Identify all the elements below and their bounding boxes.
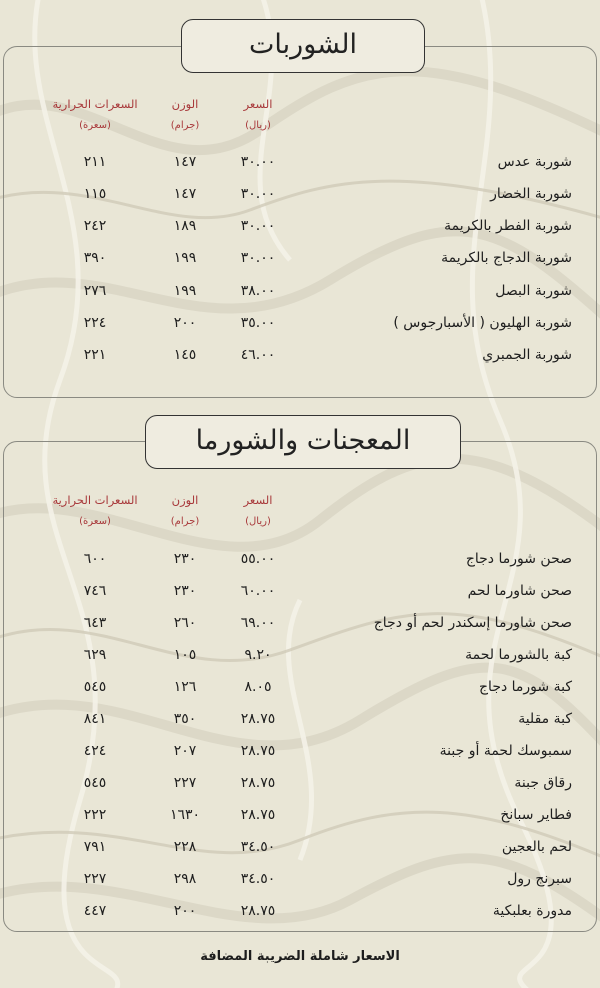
item-price: ٨.٠٥ [244, 679, 272, 695]
soups-section-title: الشوربات [181, 19, 425, 73]
menu-item-row [0, 182, 600, 206]
item-name: كبة شورما دجاج [479, 679, 572, 695]
menu-item-row [0, 343, 600, 367]
weight-header-unit: (جرام) [170, 516, 200, 527]
tax-note-footer: الاسعار شاملة الضريبة المضافة [200, 949, 400, 964]
item-calories: ٢٢٤ [83, 315, 107, 331]
menu-item-row [0, 611, 600, 635]
item-name: شوربة البصل [495, 283, 572, 299]
item-price: ٣٠.٠٠ [240, 154, 276, 170]
item-weight: ٢٢٨ [173, 839, 197, 855]
menu-item-row [0, 311, 600, 335]
item-weight: ١٨٩ [173, 218, 197, 234]
item-name: لحم بالعجين [501, 839, 572, 855]
item-weight: ٢٦٠ [173, 615, 197, 631]
item-name: سبرنج رول [507, 871, 572, 887]
weight-header-label: الوزن [171, 493, 199, 507]
item-weight: ٢٠٠ [173, 315, 197, 331]
item-name: شوربة الخضار [490, 186, 572, 202]
calories-header-label: السعرات الحرارية [52, 97, 138, 111]
item-name: شوربة عدس [497, 154, 572, 170]
item-weight: ١٦٣٠ [169, 807, 201, 823]
item-calories: ٢٢١ [83, 347, 107, 363]
item-price: ٦٩.٠٠ [240, 615, 276, 631]
weight-column-header [145, 489, 225, 533]
item-price: ٥٥.٠٠ [240, 551, 276, 567]
item-calories: ٦٢٩ [83, 647, 107, 663]
item-weight: ٢٠٠ [173, 903, 197, 919]
item-name: صحن شاورما إسكندر لحم أو دجاج [373, 615, 572, 631]
item-price: ٢٨.٧٥ [240, 807, 276, 823]
item-price: ٢٨.٧٥ [240, 711, 276, 727]
price-header-label: السعر [243, 97, 273, 111]
item-price: ٣٤.٥٠ [240, 839, 276, 855]
item-calories: ٧٤٦ [83, 583, 107, 599]
calories-column-header [35, 489, 155, 533]
item-weight: ٢٠٧ [173, 743, 197, 759]
price-header-label: السعر [243, 493, 273, 507]
item-name: شوربة الهليون ( الأسبارجوس ) [393, 315, 572, 331]
calories-header-label: السعرات الحرارية [52, 493, 138, 507]
item-weight: ٢٣٠ [173, 583, 197, 599]
item-name: صحن شورما دجاج [465, 551, 572, 567]
item-calories: ١١٥ [83, 186, 107, 202]
item-calories: ٣٩٠ [83, 250, 107, 266]
item-calories: ٤٢٤ [83, 743, 107, 759]
item-price: ٢٨.٧٥ [240, 775, 276, 791]
item-name: صحن شاورما لحم [467, 583, 572, 599]
item-price: ٣٨.٠٠ [240, 283, 276, 299]
menu-item-row [0, 214, 600, 238]
menu-item-row [0, 246, 600, 270]
item-calories: ٦٤٣ [83, 615, 107, 631]
item-name: شوربة الفطر بالكريمة [444, 218, 572, 234]
menu-item-row [0, 547, 600, 571]
item-calories: ٢٧٦ [83, 283, 107, 299]
weight-column-header [145, 93, 225, 137]
item-weight: ١٤٥ [173, 347, 197, 363]
price-column-header [213, 489, 303, 533]
item-name: رقاق جبنة [514, 775, 572, 791]
item-weight: ١٩٩ [173, 283, 197, 299]
menu-item-row [0, 771, 600, 795]
item-weight: ١٤٧ [173, 154, 197, 170]
menu-item-row [0, 835, 600, 859]
item-price: ٦٠.٠٠ [240, 583, 276, 599]
item-name: شوربة الجمبري [482, 347, 572, 363]
item-calories: ٤٤٧ [83, 903, 107, 919]
item-calories: ٥٤٥ [83, 679, 107, 695]
item-price: ٢٨.٧٥ [240, 743, 276, 759]
item-name: سمبوسك لحمة أو جبنة [439, 743, 572, 759]
menu-item-row [0, 707, 600, 731]
item-calories: ٢٢٧ [83, 871, 107, 887]
item-name: فطاير سبانخ [500, 807, 572, 823]
menu-item-row [0, 579, 600, 603]
item-weight: ١٩٩ [173, 250, 197, 266]
weight-header-label: الوزن [171, 97, 199, 111]
item-calories: ٦٠٠ [83, 551, 107, 567]
item-price: ٤٦.٠٠ [240, 347, 276, 363]
menu-item-row [0, 899, 600, 923]
item-name: مدورة بعلبكية [492, 903, 572, 919]
item-weight: ١٤٧ [173, 186, 197, 202]
menu-item-row [0, 675, 600, 699]
item-weight: ٢٩٨ [173, 871, 197, 887]
item-calories: ٧٩١ [83, 839, 107, 855]
price-header-unit: (ريال) [245, 516, 271, 527]
menu-item-row [0, 150, 600, 174]
calories-header-unit: (سعرة) [79, 516, 111, 527]
item-calories: ٢٤٢ [83, 218, 107, 234]
item-price: ٣٥.٠٠ [240, 315, 276, 331]
price-header-unit: (ريال) [245, 120, 271, 131]
calories-header-unit: (سعرة) [79, 120, 111, 131]
item-calories: ٨٤١ [83, 711, 107, 727]
item-calories: ٥٤٥ [83, 775, 107, 791]
menu-item-row [0, 803, 600, 827]
item-weight: ١٢٦ [173, 679, 197, 695]
menu-item-row [0, 867, 600, 891]
item-price: ٩.٢٠ [244, 647, 272, 663]
price-column-header [213, 93, 303, 137]
menu-item-row [0, 643, 600, 667]
item-weight: ٢٢٧ [173, 775, 197, 791]
menu-item-row [0, 279, 600, 303]
item-calories: ٢١١ [83, 154, 107, 170]
item-price: ٣٠.٠٠ [240, 186, 276, 202]
item-weight: ١٠٥ [173, 647, 197, 663]
weight-header-unit: (جرام) [170, 120, 200, 131]
pastries-section-title: المعجنات والشورما [145, 415, 461, 469]
item-name: كبة بالشورما لحمة [465, 647, 572, 663]
item-price: ٣٠.٠٠ [240, 250, 276, 266]
item-name: كبة مقلية [518, 711, 572, 727]
item-price: ٢٨.٧٥ [240, 903, 276, 919]
calories-column-header [35, 93, 155, 137]
item-name: شوربة الدجاج بالكريمة [441, 250, 572, 266]
item-calories: ٢٢٢ [83, 807, 107, 823]
item-price: ٣٤.٥٠ [240, 871, 276, 887]
item-weight: ٣٥٠ [173, 711, 197, 727]
menu-item-row [0, 739, 600, 763]
item-weight: ٢٣٠ [173, 551, 197, 567]
item-price: ٣٠.٠٠ [240, 218, 276, 234]
